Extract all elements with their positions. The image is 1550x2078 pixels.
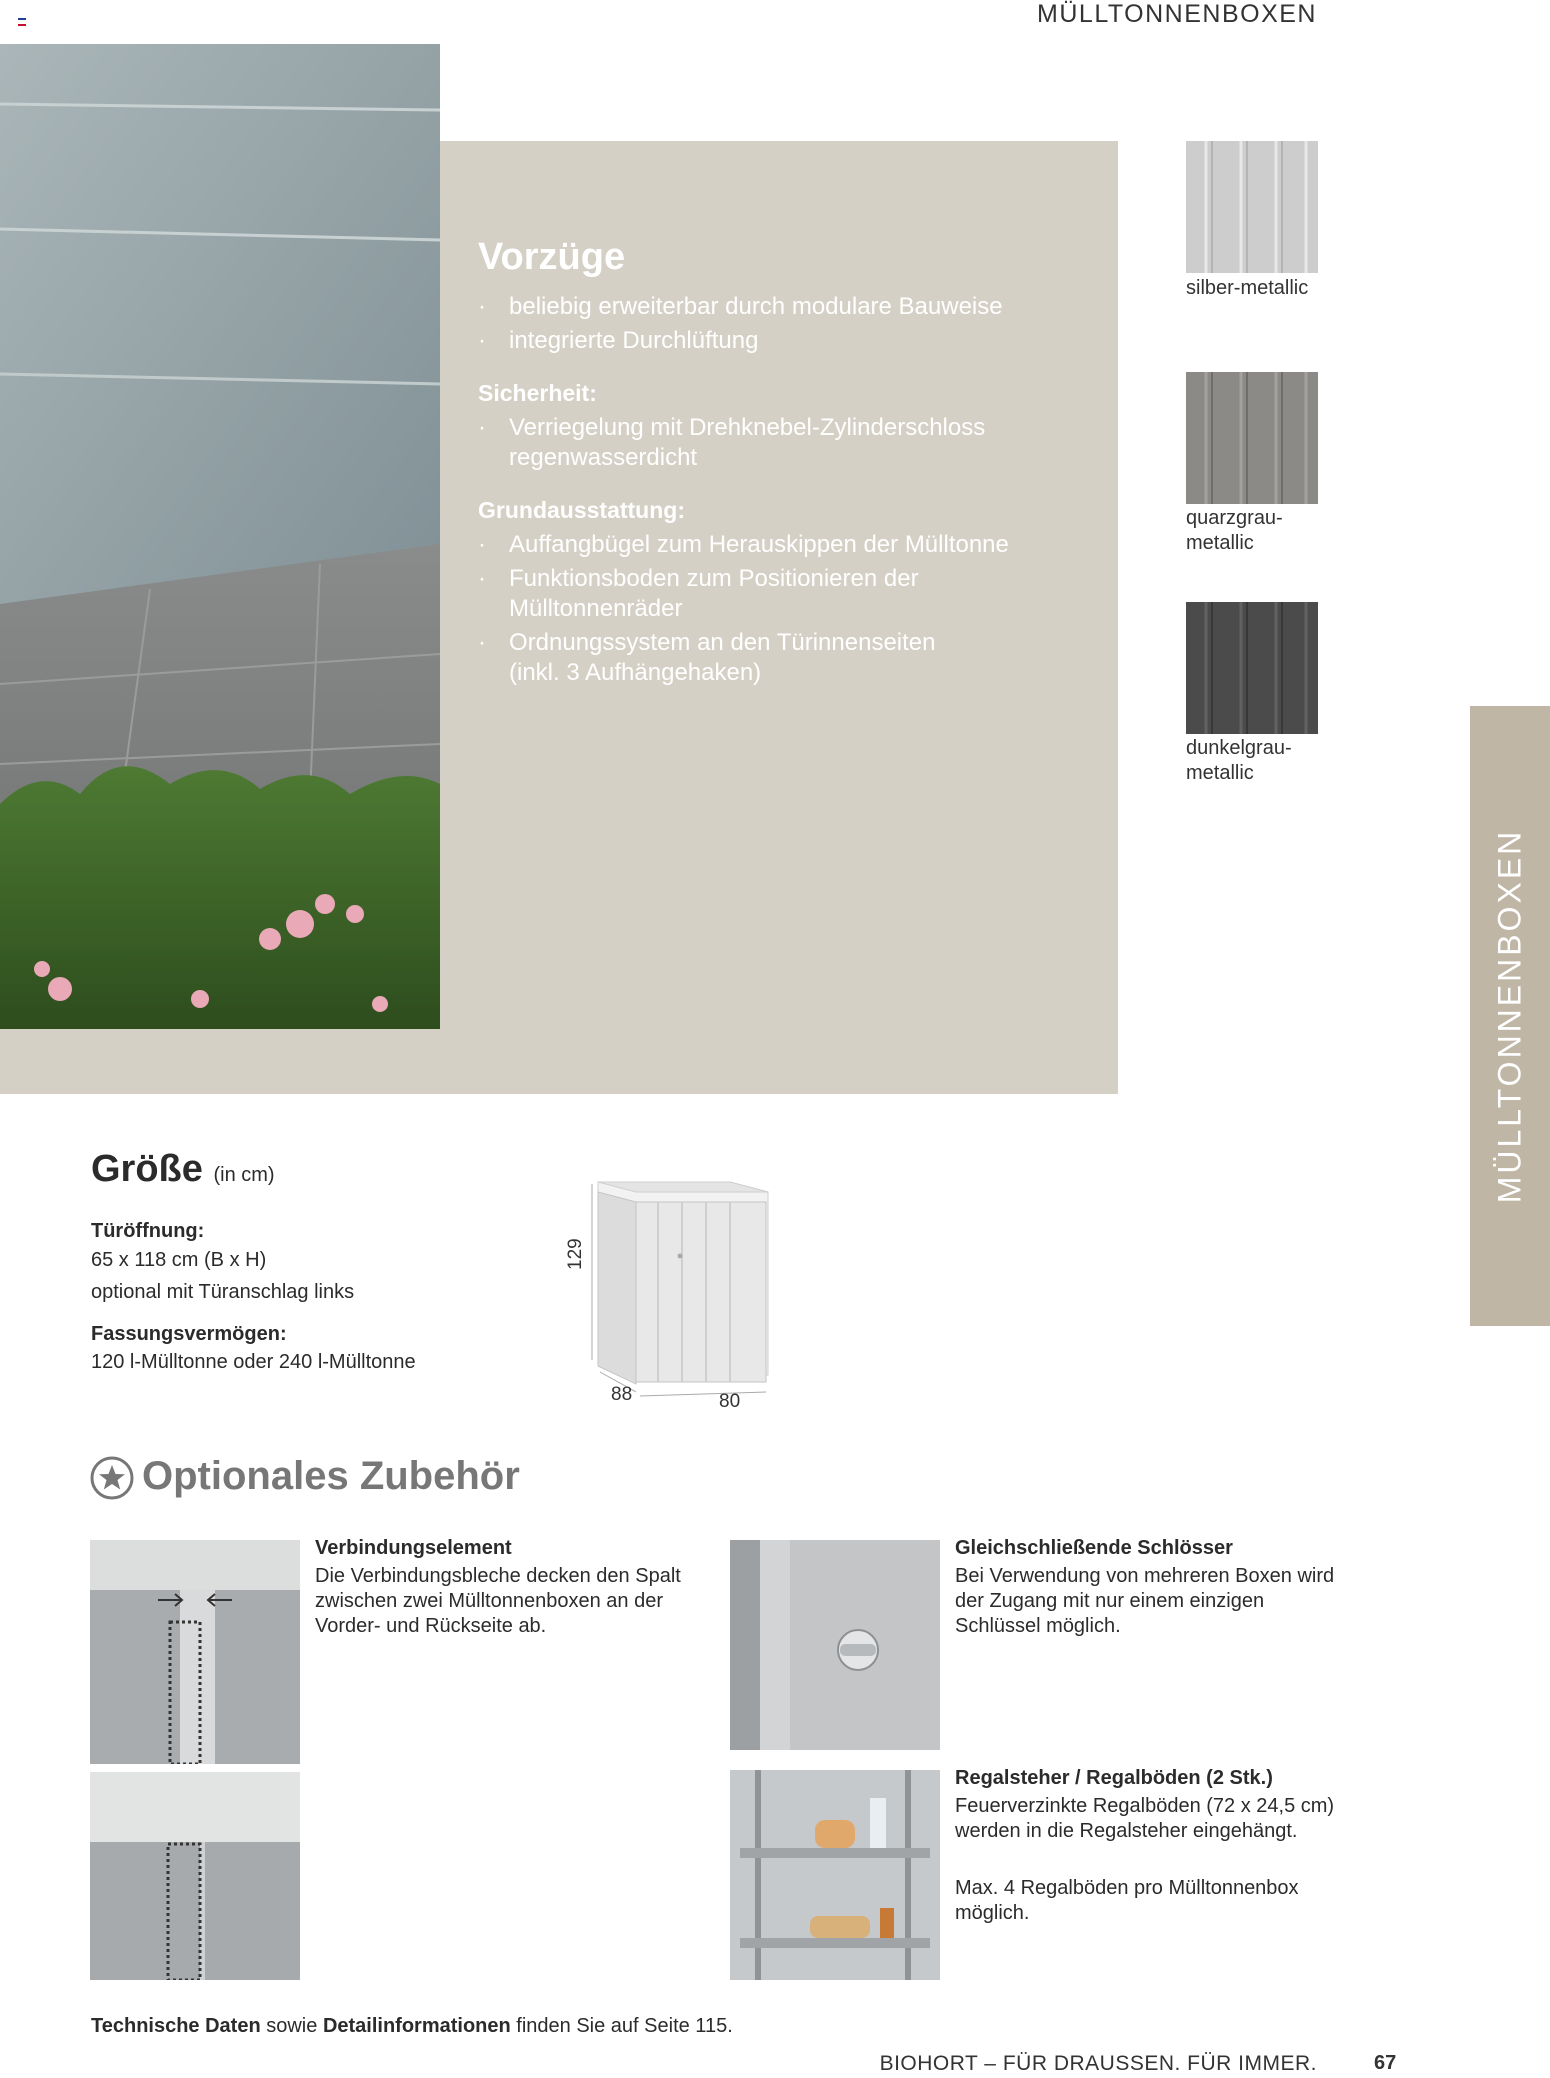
swatch-label: dunkelgrau- metallic: [1186, 737, 1292, 784]
page-number: 67: [1374, 2052, 1397, 2074]
size-unit: (in cm): [213, 1164, 275, 1186]
door-opening-value: 65 x 118 cm (B x H): [91, 1249, 267, 1271]
benefit-item: · beliebig erweiterbar durch modulare Bauweise: [478, 293, 1003, 320]
connector-photo-front: [90, 1540, 300, 1764]
swatch-silver: [1186, 141, 1318, 273]
security-heading: Sicherheit:: [478, 380, 597, 406]
accessory-text: Feuerverzinkte Regalböden (72 x 24,5 cm) werden in die Regalsteher eingehängt.: [955, 1795, 1335, 1842]
footer-note-bold: Detailinformationen: [322, 2015, 511, 2037]
capacity-value: 120 l-Mülltonne oder 240 l-Mülltonne: [91, 1351, 416, 1373]
accessory-text: Die Verbindungsbleche decken den Spalt zwischen zwei Mülltonnenboxen an der Vorder- und Rückseite ab.: [315, 1565, 681, 1637]
footer-note-bold: Technische Daten: [91, 2015, 261, 2037]
panel-base: [0, 1029, 440, 1094]
size-title-text: Größe: [91, 1148, 203, 1190]
footer-note: [91, 2015, 733, 2038]
shelf-photo: [730, 1770, 940, 1980]
swatch-quartz: [1186, 372, 1318, 504]
footer-brand: BIOHORT – FÜR DRAUSSEN. FÜR IMMER.: [879, 2052, 1317, 2075]
door-opening-note: optional mit Türanschlag links: [91, 1281, 355, 1303]
star-icon: [90, 1456, 134, 1500]
accessory-text: Bei Verwendung von mehreren Boxen wird der Zugang mit nur einem einzigen Schlüssel möglich.: [955, 1565, 1335, 1637]
equipment-item: · Funktionsboden zum Positionieren der Mülltonnenräder: [478, 565, 919, 622]
dimension-width: 80: [719, 1391, 741, 1412]
section-title: MÜLLTONNENBOXEN: [1037, 0, 1317, 28]
footer-note-text: sowie: [260, 2015, 323, 2037]
equipment-heading: Grundausstattung:: [478, 497, 685, 523]
footer-note-text: finden Sie auf Seite 115.: [510, 2015, 733, 2037]
swatch-darkgrey: [1186, 602, 1318, 734]
connector-photo-back: [90, 1772, 300, 1980]
swatch-label: silber-metallic: [1186, 277, 1309, 299]
equipment-item: · Ordnungssystem an den Türinnenseiten (inkl. 3 Aufhängehaken): [478, 629, 936, 686]
accessory-title: Regalsteher / Regalböden (2 Stk.): [955, 1767, 1273, 1789]
flag-icon: [18, 18, 26, 25]
accessory-text: Max. 4 Regalböden pro Mülltonnenbox möglich.: [955, 1877, 1299, 1924]
side-tab: [1470, 706, 1550, 1326]
dimension-depth: 88: [611, 1384, 633, 1405]
door-opening-label: Türöffnung:: [91, 1220, 205, 1242]
swatch-label: quarzgrau- metallic: [1186, 507, 1283, 554]
equipment-item: · Auffangbügel zum Herauskippen der Mülltonne: [478, 531, 1009, 558]
size-title: [91, 1148, 275, 1191]
benefits-title: Vorzüge: [478, 236, 626, 278]
capacity-label: Fassungsvermögen:: [91, 1323, 287, 1345]
lock-photo: [730, 1540, 940, 1750]
hero-photo: [0, 44, 440, 1029]
product-drawing: [580, 1170, 780, 1405]
dimension-height: 129: [565, 1238, 586, 1270]
accessory-title: Verbindungselement: [315, 1537, 512, 1559]
accessories-title: Optionales Zubehör: [142, 1454, 520, 1498]
side-tab-label: MÜLLTONNENBOXEN: [1491, 828, 1528, 1204]
security-item: regenwasserdicht: [509, 444, 698, 471]
accessory-title: Gleichschließende Schlösser: [955, 1537, 1233, 1559]
benefit-item: · integrierte Durchlüftung: [478, 327, 759, 354]
security-item: · Verriegelung mit Drehknebel-Zylinderschloss: [478, 414, 986, 441]
